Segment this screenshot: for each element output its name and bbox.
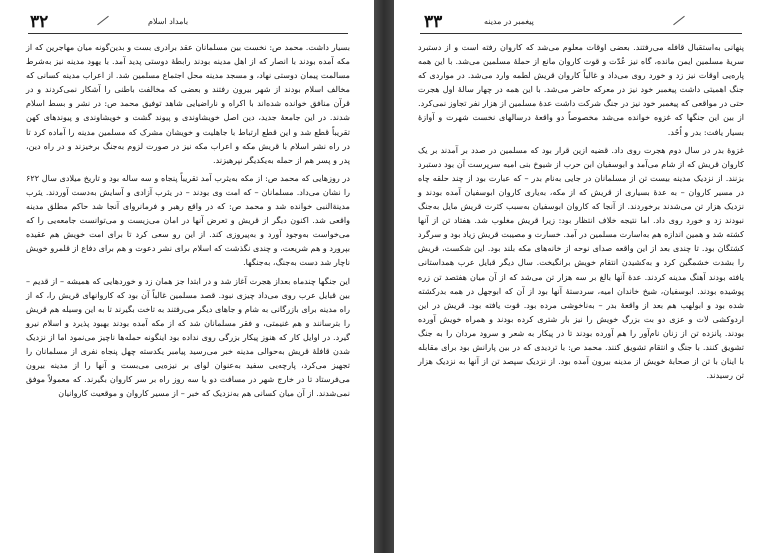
- right-paragraph: غزوهٔ بدر در سال دوم هجرت روی داد. قضیه ازین قرار بود که مسلمین در صدد بر آمدند بر یک کاروان قریش که از شام می‌آمد و ابوسفیان ابن حرب از شیوخ بنی امیه سرپرست آن بود دستبرد بزنند. از نزدیک مدینه بیست تن از مسلمانان در جایی به‌نام بدر – که عبارت بود از چند حلقه چاه در مسیر کاروان – به عدهٔ بسیاری از قریش که از مکه، به‌یاری کاروان ابوسفیان آمده بودند و نزدیک هزار تن می‌شدند برخوردند. از آنجا که کاروان ابوسفیان به‌سبب کثرت قریش مایل به‌جنگ نبودند زد و خورد روی داد. اما نتیجه خلاف انتظار بود: زیرا قریش مغلوب شد. هفتاد تن از آنها کشته شد و همین اندازه هم به‌اسارت مسلمین در آمد. خسارت و مصیبت قریش زیاد بود و سرگرد کشتگان بود. تا چندی بعد از این واقعه صدای نوحه از خانه‌های مکه بلند بود. این شکست، قریش را بشدت خشمگین کرد و به‌کشیدن انتقام خویش برانگیخت. سال دیگر قبایل عرب همداستانی یافته بودند آهنگ مدینه کردند. عدهٔ آنها بالغ بر سه هزار تن می‌شد که از آن میان هفتصد تن زره پوشیده بودند. ابوسفیان، شیخ خاندان امیه، سردستهٔ آنها بود از آن که ابوجهل در همه بدرکشته شده بود و ابولهب هم بعد از واقعهٔ بدر – به‌ناخوشی مرده بود. قوت یافته بود. قریش در این اردوکشی لات و عزی دو بت بزرگ خویش را نیز بار شتری کرده بودند و همراه خویش آورده بودند. پانزده تن از زنان نام‌آور را هم آورده بودند تا در پیکار به شعر و سرود مردان را به جنگ تشویق کنند. با جنگ و انتقام تشویق کنند. محمد ص: با تردیدی که در بین پارانش بود برای مقابله با اینان با تن از صحابهٔ خویش از مدینه بیرون آمده بود. از نزدیک سپصد تن از آنها به نزدیک هزار تن رسیدند.: [418, 144, 744, 381]
- right-running-head: پیغمبر در مدینه: [484, 17, 534, 26]
- left-page-header: [0, 12, 374, 34]
- page-gutter: [374, 0, 394, 553]
- right-pen-mark: [673, 16, 685, 25]
- left-paragraph: این جنگها چندماه بعداز هجرت آغاز شد و در ابتدا جز همان زد و خوردهایی که همیشه – از قدیم – بین قبایل عرب روی می‌داد چیزی نبود. قصد مسلمین غالباً آن بود که کاروانهای قریش را، که از راه مدینه برای بازرگانی به شام و جاهای دیگر می‌رفتند به تاخت بگیرند تا به این وسیله هم قریش را بترسانند و هم غنیمتی، و فقر مسلمانان شد که از مکه آمده بودند بهبود پذیرد و اسلام نیرو گیرد. در اوایل کار که هنوز پیکار بزرگی روی نداده بود اینگونه حمله‌ها ناچیز می‌نمود اما از نزدیک شدن قافلهٔ قریش به‌حوالی مدینه خبر می‌رسید پیامبر یکدسته چهل پنجاه نفری از مسلمانان را تجهیز می‌کرد، پارچه‌یی سفید به‌عنوان لوای بر نیزه‌یی می‌بست و آنها را از مدینه بیرون می‌فرستاد تا در خارج شهر در مسافت دو یا سه روز راه بر سر کاروان بگیرند. که معمولاً موفق نمی‌شدند. از آن میان کسانی هم به‌نزدیک که خبر – از مسیر کاروان و موقعیت کاروانیان: [26, 275, 350, 399]
- left-page-number: ۳۲: [30, 12, 49, 32]
- right-header-rule: [420, 33, 742, 34]
- left-pen-mark: [97, 16, 109, 25]
- left-running-head: بامداد اسلام: [148, 17, 189, 26]
- left-page: [0, 0, 374, 553]
- right-page-body: [418, 40, 744, 382]
- right-page: [394, 0, 768, 553]
- right-page-number: ۳۳: [424, 12, 443, 32]
- right-paragraph: پنهانی به‌استقبال قافله می‌رفتند. بعضی اوقات معلوم می‌شد که کاروان رفته است و از دستبرد سریهٔ مسلمین ایمن مانده، گاه نیز عُدّت و قوت کاروان مانع از حملهٔ مسلمین می‌شد. با این همه پاره‌یی اوقات نیز زد و خورد روی می‌داد و غالباً کاروان قریش لطمه وارد می‌شد. در مواردی که جنگ اهمیتی داشت پیغمبر خود نیز در معرکه حاضر می‌شد. با این همه در چهار سالهٔ اول هجرت حتی در مواقعی که پیغمبر خود نیز در جنگ شرکت داشت عدهٔ مسلمین از هزار نفر تجاوز نمی‌کرد. از بین این جنگها که غزوه خوانده می‌شد مخصوصاً دو واقعهٔ درسالهای نخست شهرت و آوازهٔ بسیار یافت: بدر و اُحُد.: [418, 42, 744, 137]
- left-header-rule: [28, 33, 348, 34]
- left-paragraph: بسیار داشت. محمد ص: نخست بین مسلمانان عقد برادری بست و بدین‌گونه میان مهاجرین که از مکه آمده بودند با انصار که از اهل مدینه بودند رابطهٔ دوستی پدید آمد. با یهود مدینه نیز به‌شرط مسالمت پیمان دوستی نهاد، و مسجد مدینه محل اجتماع مسلمین شد. از اعراب مدینه کسانی که مخالف اسلام بودند از شهر بیرون رفتند و بعضی که مخالفت باطنی را آشکار نمی‌کردند و در قرآن منافق خوانده شده‌اند با اکراه و ناراضیایی شاهد توفیق محمد ص: در نشر و بسط اسلام شدند. در این جامعهٔ جدید، دین اصل خویشاوندی و پیوند گشت و خویشاوندی و پیوندهای کهن تقریباً قطع شد و این قطع ارتباط با جاهلیت و خویشان مشرک که مسلمین مدینه را آماده کرد تا در راه نشر اسلام با قریش مکه و اعراب مکه نیز در صورت لزوم به‌جنگ برخیزند و در راه دین، پدر و پسر هم از حمله به‌یکدیگر نپرهیزند.: [26, 42, 350, 165]
- left-page-body: [26, 40, 350, 400]
- right-page-header: [394, 12, 768, 34]
- left-paragraph: در روزهایی که محمد ص: از مکه به‌یثرب آمد تقریباً پنجاه و سه ساله بود و تاریخ میلادی سال ۶۲۲ را نشان می‌داد. مسلمانان – که امت وی بودند – در یثرب آزادی و آسایش به‌دست آوردند. یثرب مدینة‌النبی خوانده شد و محمد ص: که در واقع رهبر و فرمانروای آنجا شد حاکم مطلق مدینه واقعی شد. اکنون دیگر از قریش و تعرض آنها در امان می‌زیست و می‌توانست جامعه‌یی را که می‌خواست به‌وجود آورد و به‌پیروزی کند. از این رو سعی کرد تا برای امت خویش هم عقیده بپرورد و هم شریعت، و چندی نگذشت که اسلام برای نشر دعوت و هم برای دفاع از قلمرو خویش ناچار شد دست به‌جنگ، به‌جنگها.: [26, 172, 350, 268]
